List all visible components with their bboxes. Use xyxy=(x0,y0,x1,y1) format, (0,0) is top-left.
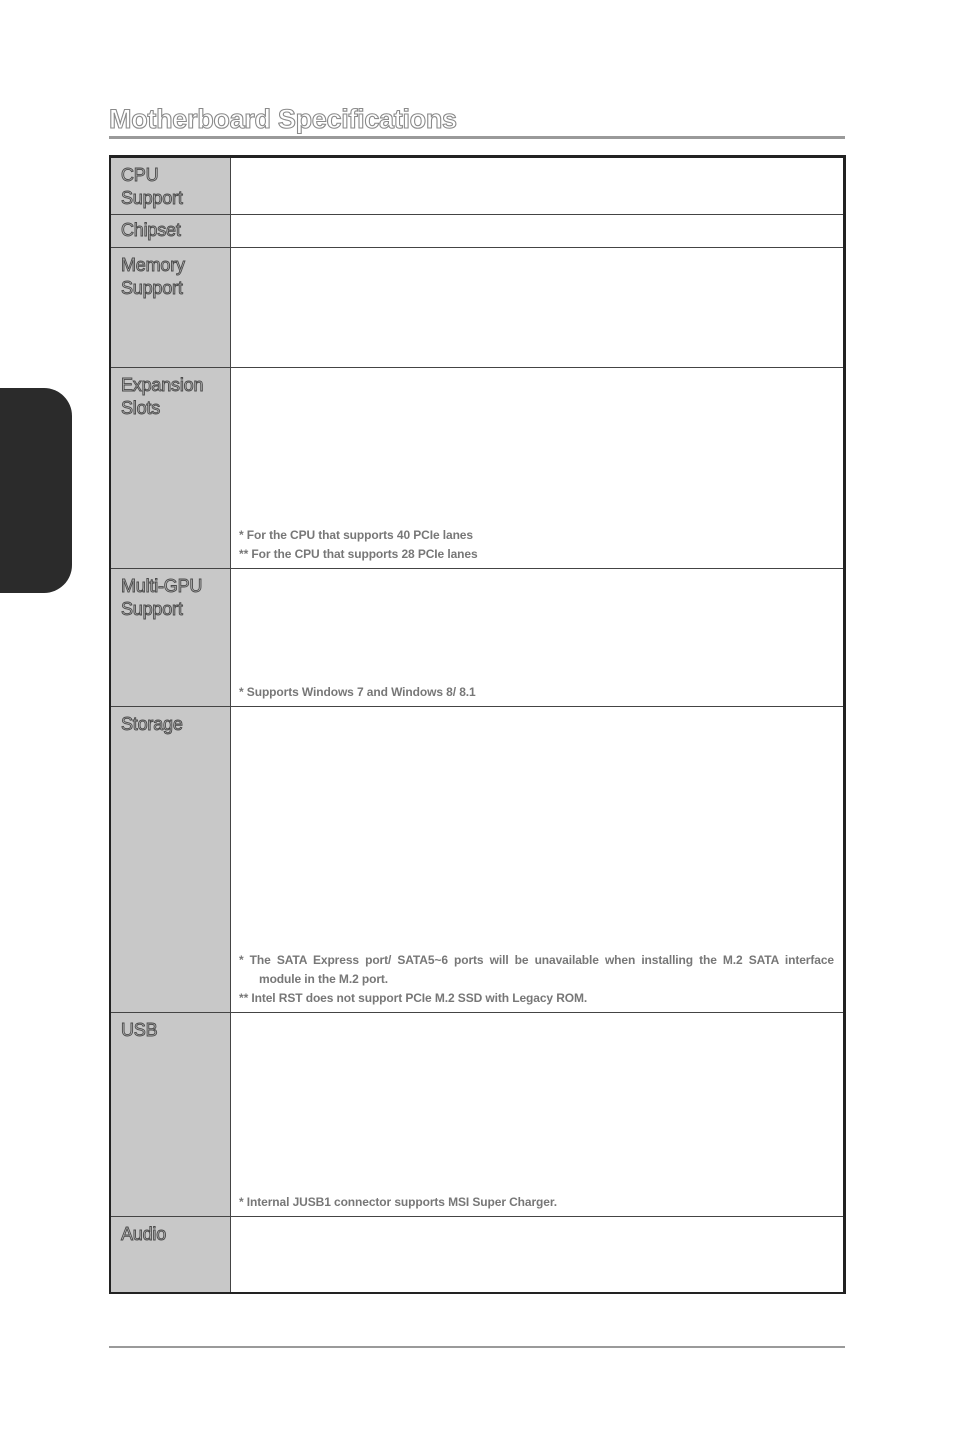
expansion-footnotes xyxy=(239,526,834,564)
spec-label-usb: USB xyxy=(121,1020,158,1040)
spec-content-memory xyxy=(231,248,845,368)
spec-content-chipset xyxy=(231,215,845,248)
usb-footnotes xyxy=(239,1193,834,1212)
footnote: * Supports Windows 7 and Windows 8/ 8.1 xyxy=(239,685,476,699)
multigpu-footnotes xyxy=(239,683,834,702)
spec-content-cpu xyxy=(231,157,845,215)
footer-rule xyxy=(109,1346,845,1348)
spec-row-chipset xyxy=(110,215,845,248)
spec-row-audio xyxy=(110,1217,845,1293)
page-title: Motherboard Specifications xyxy=(109,104,457,134)
spec-label-cell xyxy=(110,569,231,707)
storage-footnotes xyxy=(239,951,834,1008)
spec-row-cpu xyxy=(110,157,845,215)
spec-label-cpu: CPU Support xyxy=(121,165,183,208)
spec-content-expansion xyxy=(231,368,845,569)
chapter-side-tab xyxy=(0,388,72,593)
footnote: * For the CPU that supports 40 PCIe lanes xyxy=(239,528,473,542)
spec-label-storage: Storage xyxy=(121,714,183,734)
spec-row-multigpu xyxy=(110,569,845,707)
spec-content-storage xyxy=(231,707,845,1013)
spec-label-cell xyxy=(110,707,231,1013)
spec-row-storage xyxy=(110,707,845,1013)
spec-row-memory xyxy=(110,248,845,368)
footnote: * The SATA Express port/ SATA5~6 ports will be unavailable when installing the M.2 SATA interface module in the M.2 port. xyxy=(239,953,834,986)
title-underline xyxy=(109,136,845,139)
spec-label-expansion: Expansion Slots xyxy=(121,375,204,418)
spec-label-cell xyxy=(110,157,231,215)
spec-label-audio: Audio xyxy=(121,1224,167,1244)
spec-row-expansion xyxy=(110,368,845,569)
spec-label-cell xyxy=(110,1217,231,1293)
spec-label-memory: Memory Support xyxy=(121,255,185,298)
spec-content-usb xyxy=(231,1013,845,1217)
spec-label-chipset: Chipset xyxy=(121,220,181,240)
spec-content-audio xyxy=(231,1217,845,1293)
specifications-table xyxy=(109,155,846,1294)
spec-label-cell xyxy=(110,368,231,569)
spec-label-cell xyxy=(110,1013,231,1217)
footnote: ** For the CPU that supports 28 PCIe lanes xyxy=(239,547,478,561)
spec-label-cell xyxy=(110,215,231,248)
spec-label-cell xyxy=(110,248,231,368)
footnote: * Internal JUSB1 connector supports MSI Super Charger. xyxy=(239,1195,558,1209)
spec-row-usb xyxy=(110,1013,845,1217)
footnote: ** Intel RST does not support PCIe M.2 SSD with Legacy ROM. xyxy=(239,991,588,1005)
spec-label-multigpu: Multi-GPU Support xyxy=(121,576,203,619)
spec-content-multigpu xyxy=(231,569,845,707)
